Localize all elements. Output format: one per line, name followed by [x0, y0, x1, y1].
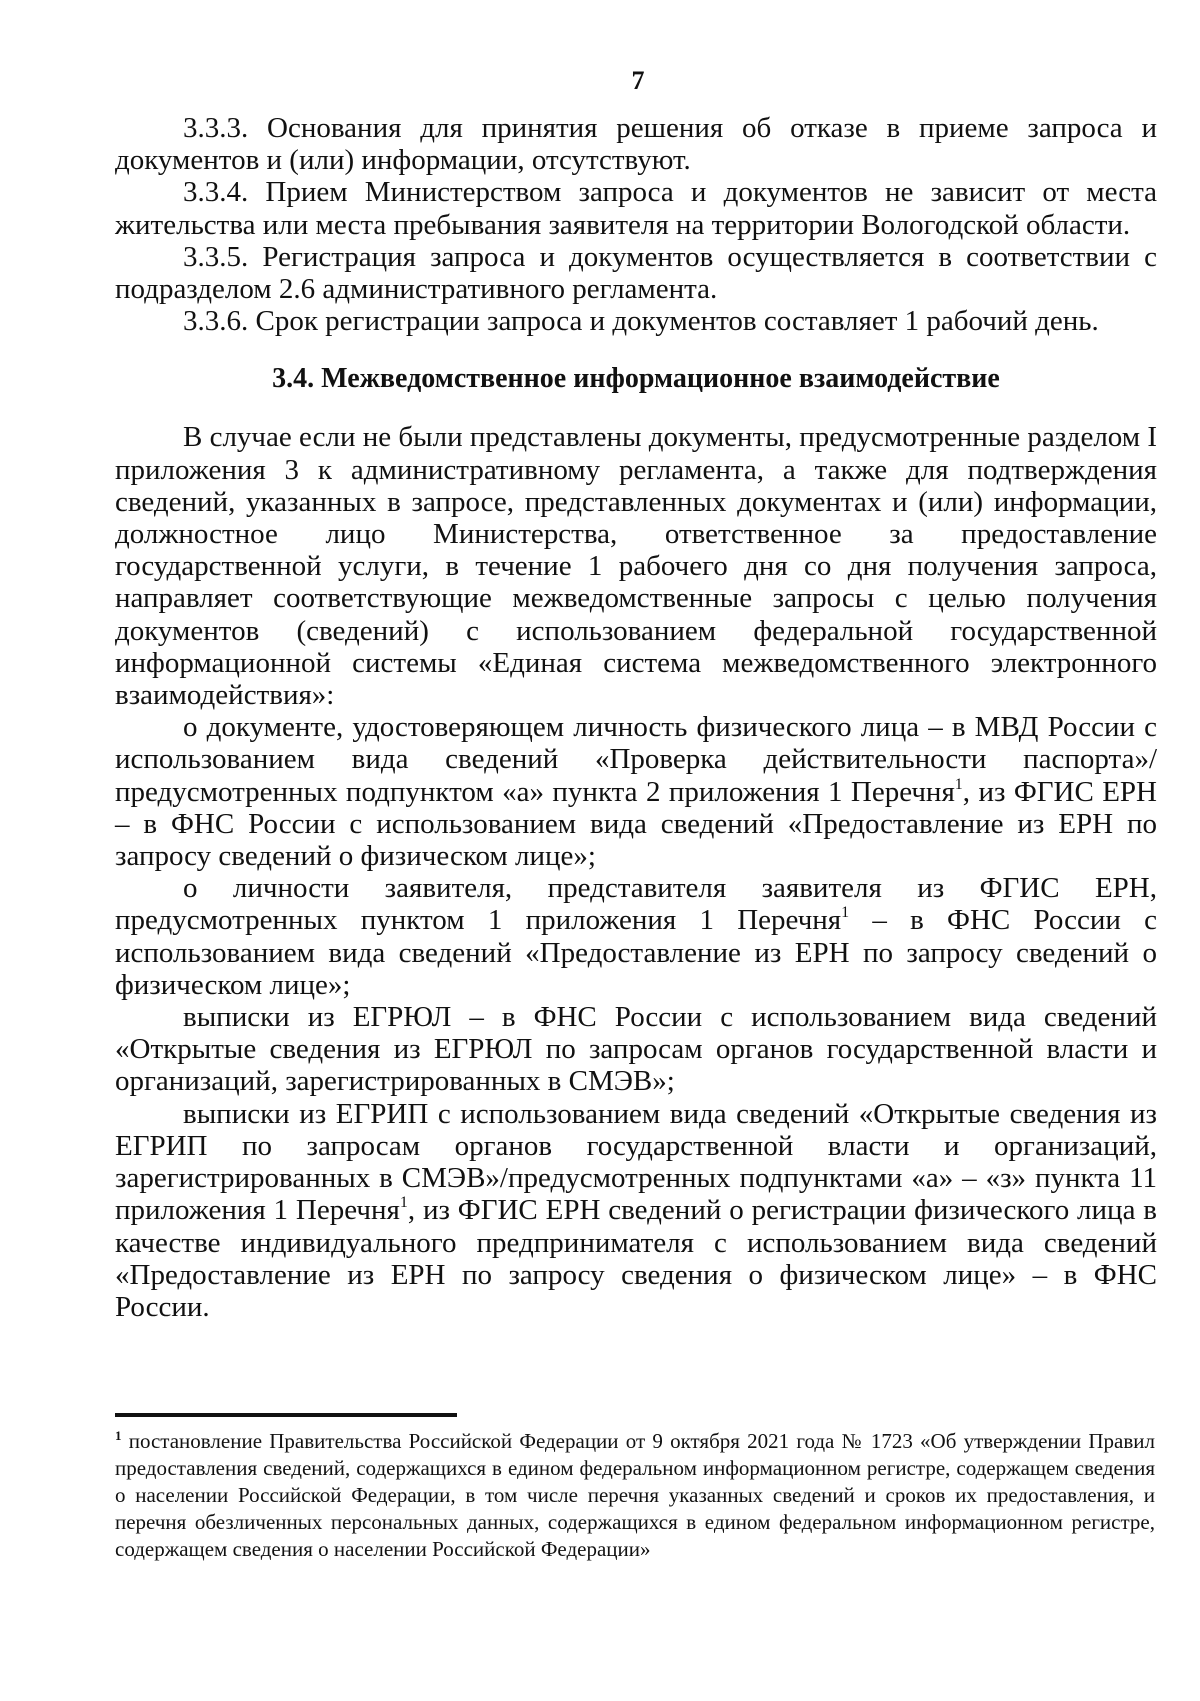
document-body	[115, 112, 1157, 1323]
list-item	[115, 872, 1157, 1001]
footnote	[115, 1428, 1155, 1563]
section-heading: 3.4. Межведомственное информационное взаимодействие	[272, 363, 1000, 395]
item-text: выписки из ЕГРИП с использованием вида сведений «Открытые сведения из ЕГРИП по запросам органов государственной власти и организаций, зарегистрированных в СМЭВ»/предусмотренных подпунктами «а» – «з» пункта 11 приложения 1 Перечня	[115, 1097, 1157, 1227]
footnote-separator	[115, 1413, 457, 1417]
list-item	[115, 1098, 1157, 1323]
footnote-marker: 1	[115, 1428, 122, 1443]
footnote-text: постановление Правительства Российской Федерации от 9 октября 2021 года № 1723 «Об утверждении Правил предоставления сведений, содержащихся в едином федеральном информационном регистре, содержащем сведения о населении Российской Федерации, в том числе перечня указанных сведений и сроков их предоставления, и перечня обезличенных персональных данных, содержащихся в едином федеральном информационном регистре, содержащем сведения о населении Российской Федерации»	[115, 1429, 1155, 1561]
footnote-ref: 1	[841, 904, 850, 922]
footnote-ref: 1	[954, 775, 963, 793]
paragraph-3-3-3: 3.3.3. Основания для принятия решения об отказе в приеме запроса и документов и (или) информации, отсутствуют.	[115, 112, 1157, 177]
item-text-continued: – в ФНС России с использованием вида сведений «Предоставление из ЕРН по запросу сведений о физическом лице»;	[115, 904, 1158, 1001]
paragraph-3-3-4: 3.3.4. Прием Министерством запроса и документов не зависит от места жительства или места пребывания заявителя на территории Вологодской области.	[115, 176, 1157, 241]
item-text: о документе, удостоверяющем личность физического лица – в МВД России с использованием вида сведений «Проверка действительности паспорта»/предусмотренных подпунктом «а» пункта 2 приложения 1 Перечня	[115, 711, 1157, 808]
paragraph-3-3-5: 3.3.5. Регистрация запроса и документов осуществляется в соответствии с подразделом 2.6 административного регламента.	[115, 240, 1157, 306]
item-text-continued: , из ФГИС ЕРН – в ФНС России с использованием вида сведений «Предоставление из ЕРН по запросу сведений о физическом лице»;	[115, 775, 1157, 873]
list-item	[115, 1001, 1157, 1098]
section-intro-paragraph: В случае если не были представлены документы, предусмотренные разделом I приложения 3 к административному регламента, а также для подтверждения сведений, указанных в запросе, представленных документах и (или) информации, должностное лицо Министерства, ответственное за предоставление государственной услуги, в течение 1 рабочего дня со дня получения запроса, направляет соответствующие межведомственные запросы с целью получения документов (сведений) с использованием федеральной государственной информационной системы «Единая система межведомственного электронного взаимодействия»:	[115, 421, 1157, 712]
item-text-continued: , из ФГИС ЕРН сведений о регистрации физического лица в качестве индивидуального предпринимателя с использованием вида сведений «Предоставление из ЕРН по запросу сведения о физическом лице» – в ФНС России.	[115, 1194, 1157, 1323]
footnote-ref: 1	[399, 1194, 408, 1212]
page-number: 7	[631, 66, 645, 95]
paragraph-3-3-6: 3.3.6. Срок регистрации запроса и документов составляет 1 рабочий день.	[183, 305, 1099, 338]
list-item	[115, 711, 1157, 872]
item-text: о личности заявителя, представителя заявителя из ФГИС ЕРН, предусмотренных пунктом 1 приложения 1 Перечня	[115, 872, 1157, 937]
item-text: выписки из ЕГРЮЛ – в ФНС России с использованием вида сведений «Открытые сведения из ЕГРЮЛ по запросам органов государственной власти и организаций, зарегистрированных в СМЭВ»;	[115, 1001, 1157, 1098]
